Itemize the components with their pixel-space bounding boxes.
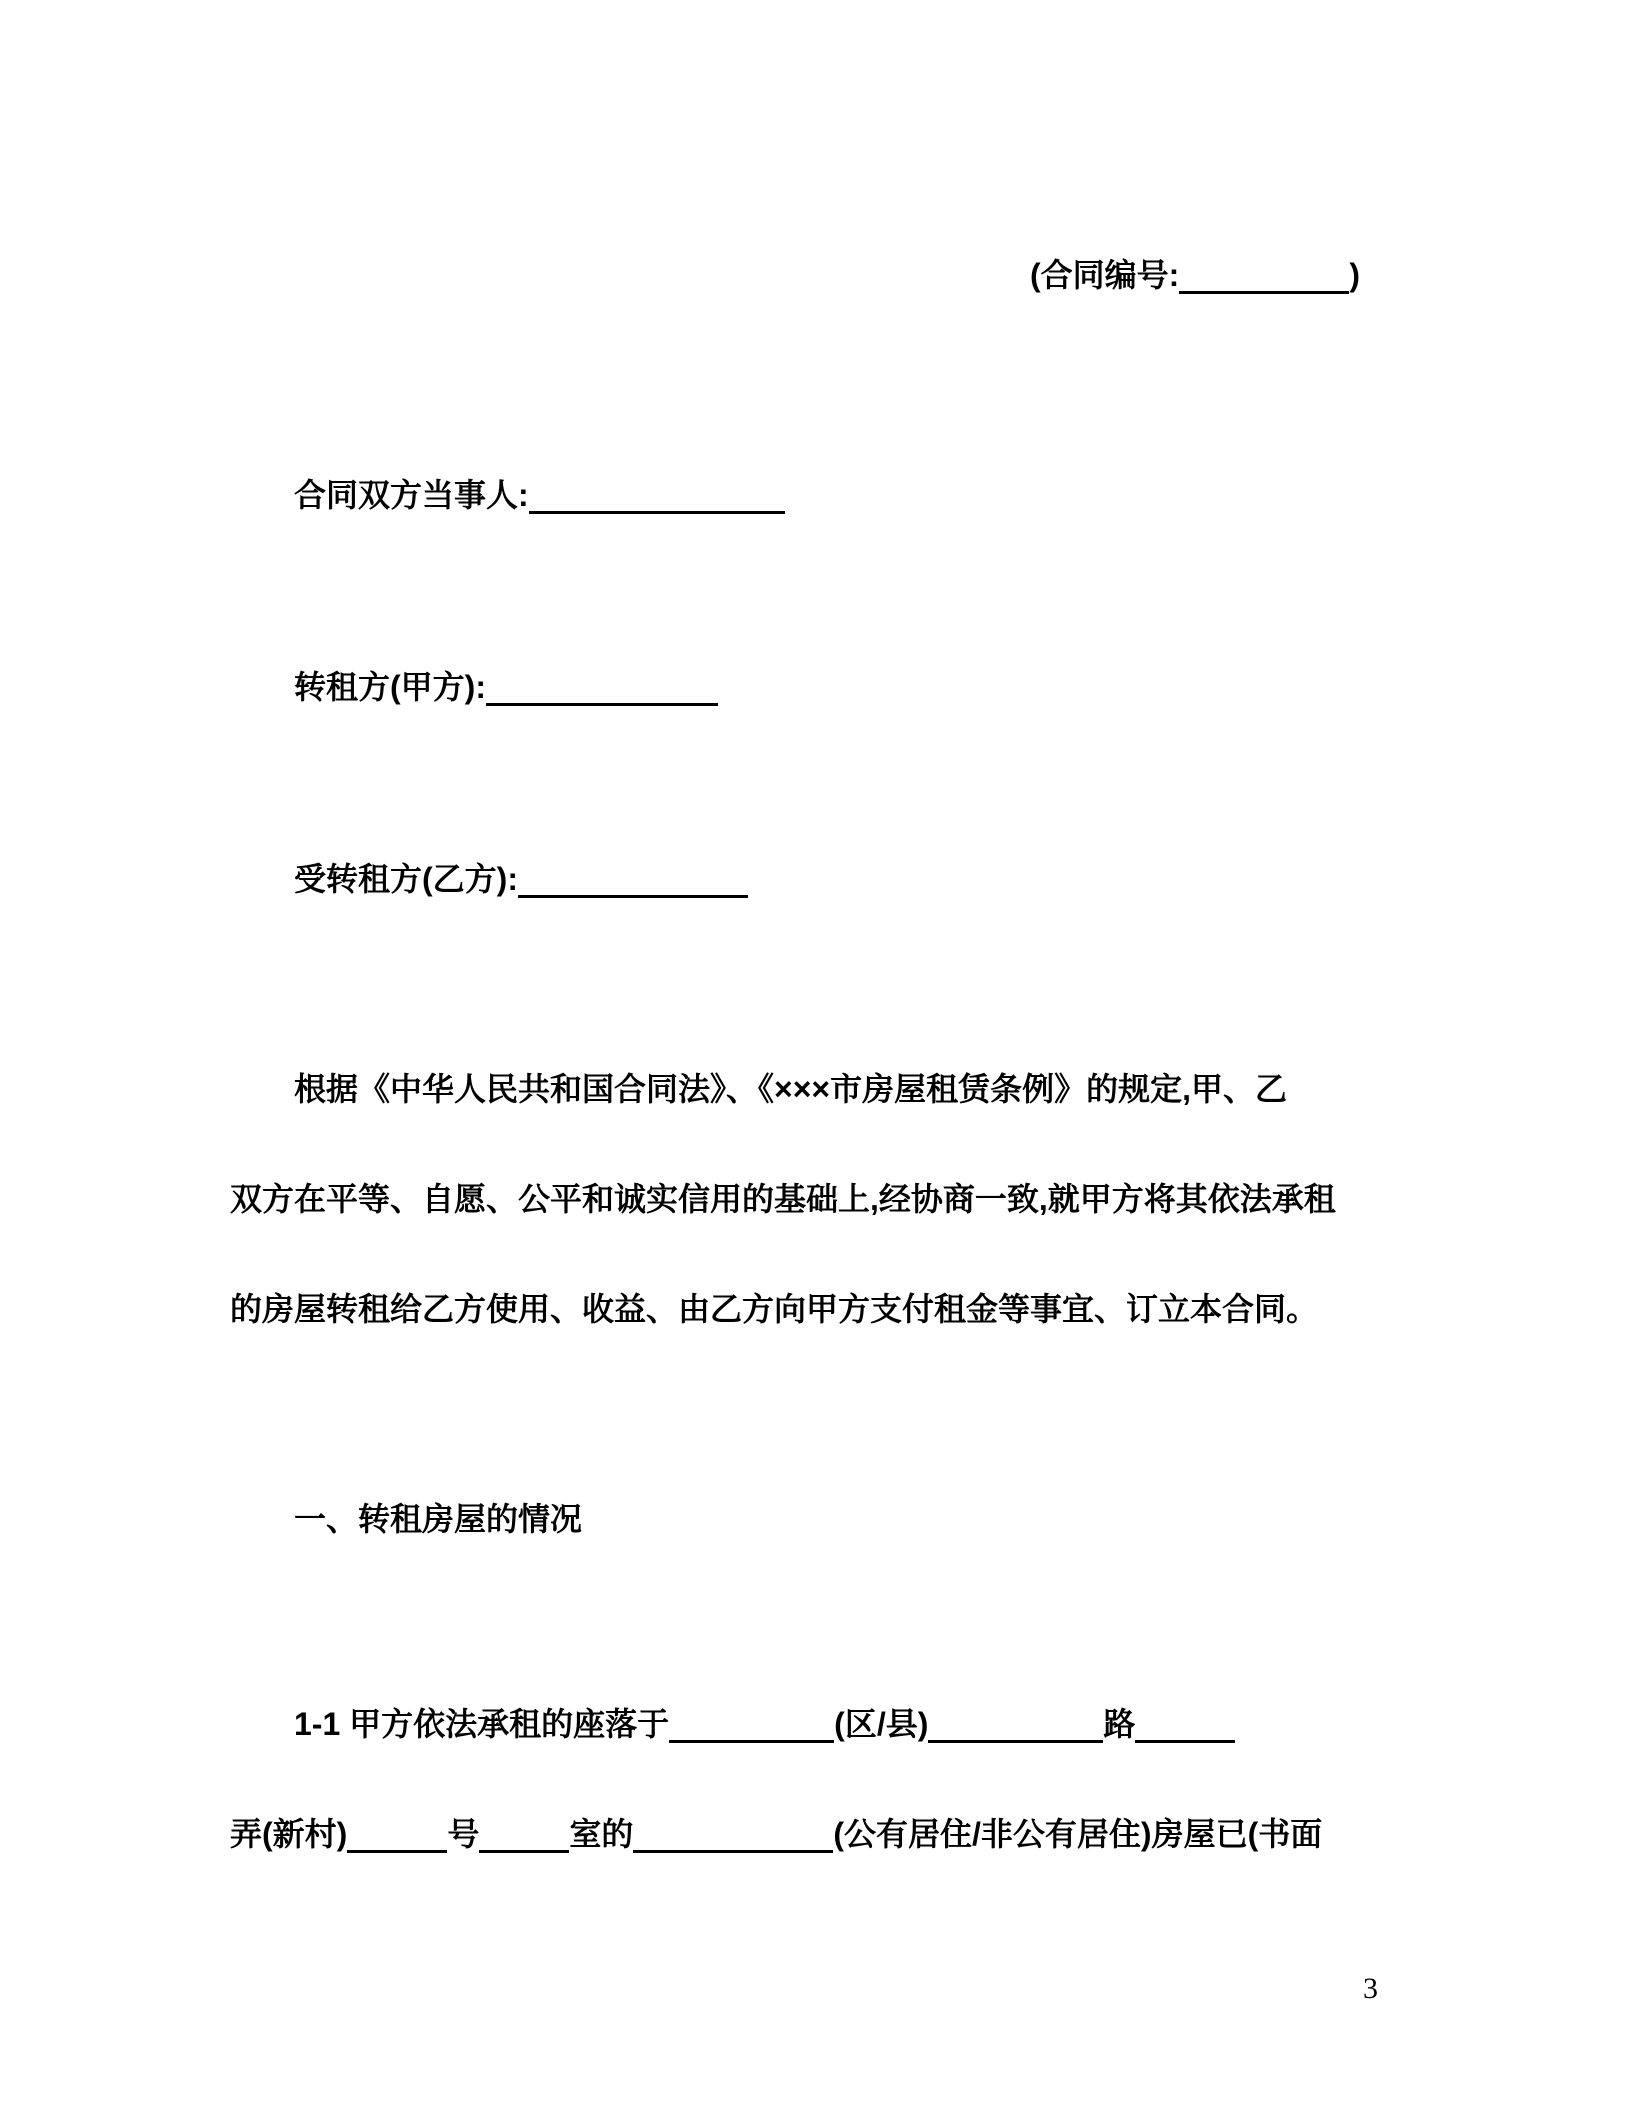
preamble-line-2: 双方在平等、自愿、公平和诚实信用的基础上,经协商一致,就甲方将其依法承租: [230, 1181, 1336, 1217]
party-sublessor-label: 转租方(甲方):: [294, 669, 486, 705]
house-number-blank-field: [347, 1816, 447, 1853]
clause-text: 室的: [569, 1816, 634, 1852]
party-line-sublessor: [230, 662, 1402, 712]
party-sublessor-blank-field: [486, 669, 718, 706]
district-blank-field: [669, 1706, 834, 1743]
contract-number-label: (合同编号:: [1030, 257, 1180, 293]
contract-number-blank-field: [1179, 257, 1349, 294]
road-blank-field: [928, 1706, 1103, 1743]
party-sublessee-blank-field: [518, 861, 748, 898]
clause-text: (区/县): [834, 1706, 929, 1742]
house-type-blank-field: [633, 1816, 833, 1853]
clause-1-1: [230, 1669, 1402, 1889]
clause-text: 号: [447, 1816, 480, 1852]
party-line-both: [230, 470, 1402, 520]
room-number-blank-field: [479, 1816, 569, 1853]
contract-number-close-paren: ): [1349, 257, 1360, 293]
lane-blank-field: [1135, 1706, 1235, 1743]
clause-1-1-line-1: [230, 1669, 1402, 1779]
preamble-line-1: 根据《中华人民共和国合同法》、《×××市房屋租赁条例》的规定,甲、乙: [294, 1071, 1287, 1107]
party-sublessee-label: 受转租方(乙方):: [294, 861, 518, 897]
page-number: 3: [1363, 1972, 1378, 2005]
party-both-blank-field: [529, 477, 785, 514]
party-line-sublessee: [230, 854, 1402, 904]
preamble-line-3: 的房屋转租给乙方使用、收益、由乙方向甲方支付租金等事宜、订立本合同。: [230, 1291, 1319, 1327]
preamble-paragraph: [230, 1034, 1402, 1364]
clause-text: (公有居住/非公有居住)房屋已(书面: [833, 1816, 1323, 1852]
clause-text: 弄(新村): [230, 1816, 348, 1852]
clause-text: 1-1 甲方依法承租的座落于: [294, 1706, 670, 1742]
clause-text: 路: [1103, 1706, 1136, 1742]
section-1-heading: 一、转租房屋的情况: [294, 1501, 583, 1537]
contract-number-line: [230, 250, 1402, 300]
clause-1-1-line-2: [230, 1779, 1402, 1889]
party-both-label: 合同双方当事人:: [294, 477, 529, 513]
